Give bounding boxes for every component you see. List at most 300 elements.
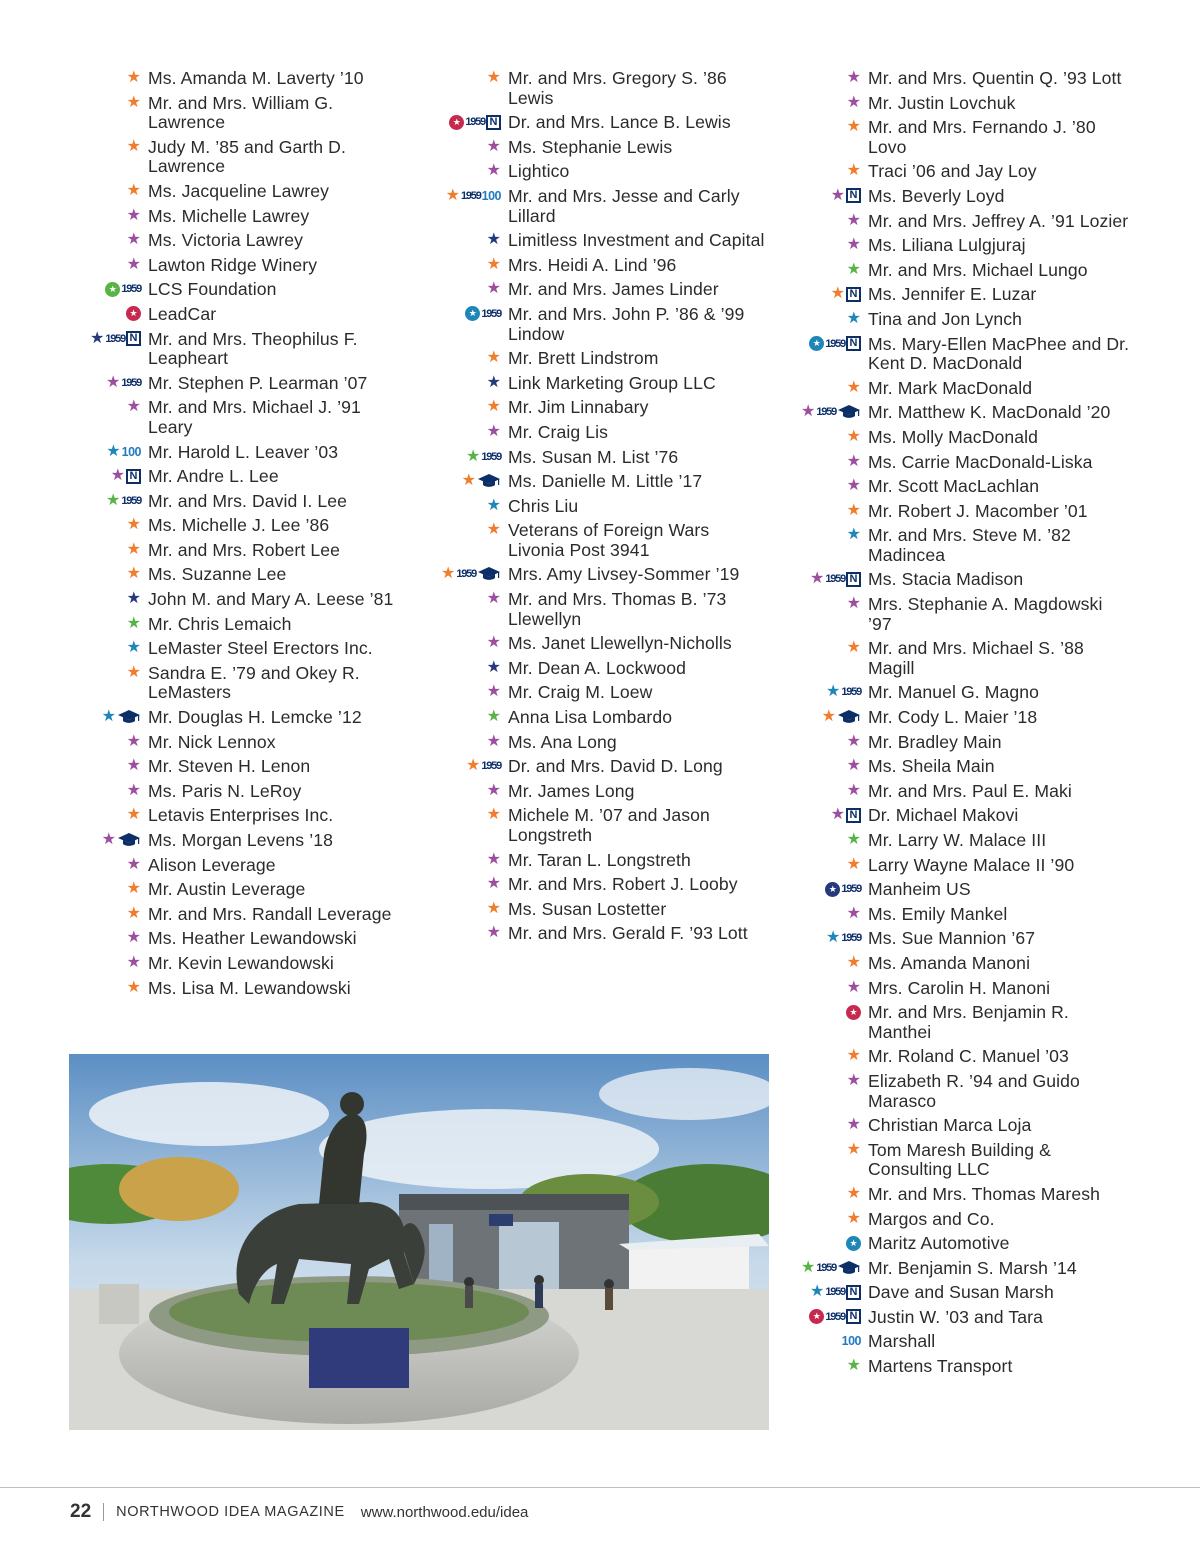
donor-name: Mr. Dean A. Lockwood [508, 657, 687, 678]
donor-name: Mr. and Mrs. John P. ’86 & ’99 Lindow [508, 303, 745, 344]
donor-name: Ms. Paris N. LeRoy [148, 780, 302, 801]
recognition-icons [70, 613, 148, 635]
donor-entry [790, 523, 1150, 567]
orange-star-icon: ★ [126, 663, 141, 681]
donor-name: Ms. Janet Llewellyn-Nicholls [508, 633, 732, 654]
donor-entry [790, 1207, 1150, 1232]
recognition-icons [70, 662, 148, 684]
society-1959-icon: 1959 [841, 932, 861, 945]
donor-name: Ms. Lisa M. Lewandowski [148, 977, 351, 998]
donor-entry [430, 159, 790, 184]
donor-entry [790, 1354, 1150, 1379]
recognition-icons [70, 903, 148, 925]
donor-entry [70, 926, 430, 951]
northwood-n-icon: N [486, 115, 501, 130]
donor-entry [70, 661, 430, 705]
recognition-icons [790, 1070, 868, 1092]
footer-divider [0, 1487, 1200, 1488]
purple-star-icon: ★ [126, 255, 141, 273]
recognition-icons [790, 829, 868, 851]
donor-name: Ms. Morgan Levens ’18 [148, 830, 333, 850]
donor-entry [790, 159, 1150, 184]
blue-circle-star-icon: ★ [809, 336, 824, 351]
blue-circle-star-icon: ★ [465, 306, 480, 321]
recognition-icons [790, 731, 868, 753]
green-star-icon: ★ [846, 260, 861, 278]
recognition-icons [790, 927, 868, 949]
orange-star-icon: ★ [486, 899, 501, 917]
graduation-cap-icon [837, 404, 861, 420]
orange-star-icon: ★ [846, 427, 861, 445]
blue-star-icon: ★ [106, 442, 121, 460]
red-circle-star-icon: ★ [846, 1005, 861, 1020]
green-star-icon: ★ [800, 1258, 816, 1276]
graduation-cap-icon [837, 1260, 861, 1276]
donor-entry [430, 848, 790, 873]
recognition-icons [70, 878, 148, 900]
society-1959-icon: 1959 [816, 406, 836, 419]
purple-star-icon: ★ [126, 206, 141, 224]
donor-column-2 [430, 66, 790, 946]
purple-star-icon: ★ [486, 634, 501, 652]
recognition-icons [430, 922, 508, 944]
recognition-icons [790, 1208, 868, 1230]
donor-name: Mr. Robert J. Macomber ’01 [868, 500, 1088, 521]
donor-name: Mr. and Mrs. Fernando J. ’80 Lovo [868, 117, 1096, 157]
society-1959-icon: 1959 [816, 1261, 836, 1274]
donor-name: Ms. Suzanne Lee [148, 564, 287, 585]
blue-star-icon: ★ [846, 526, 861, 544]
donor-entry [790, 1113, 1150, 1138]
donor-name: Mr. and Mrs. Robert J. Looby [508, 874, 738, 895]
donor-entry [430, 872, 790, 897]
recognition-icons [430, 898, 508, 920]
navy-star-icon: ★ [486, 658, 501, 676]
donor-name: Ms. Stacia Madison [868, 569, 1024, 590]
orange-star-icon: ★ [126, 880, 141, 898]
northwood-n-icon: N [846, 287, 861, 302]
donor-name: Lawton Ridge Winery [148, 254, 318, 275]
orange-star-icon: ★ [126, 540, 141, 558]
society-1959-icon: 1959 [121, 283, 141, 296]
donor-entry [70, 395, 430, 439]
purple-star-icon: ★ [846, 452, 861, 470]
donor-name: Link Marketing Group LLC [508, 372, 716, 393]
donor-entry [70, 705, 430, 730]
recognition-icons [790, 500, 868, 522]
donor-name: Christian Marca Loja [868, 1115, 1032, 1136]
recognition-icons [430, 136, 508, 158]
donor-name: Mr. and Mrs. Gregory S. ’86 Lewis [508, 68, 727, 108]
donor-entry [70, 464, 430, 489]
donor-name: Chris Liu [508, 495, 579, 516]
northwood-n-icon: N [846, 572, 861, 587]
northwood-n-icon: N [846, 336, 861, 351]
donor-name: Mrs. Amy Livsey-Sommer ’19 [508, 564, 740, 585]
recognition-icons [790, 1183, 868, 1205]
recognition-icons [790, 308, 868, 330]
donor-entry [430, 897, 790, 922]
donor-entry [70, 66, 430, 91]
recognition-icons [70, 396, 148, 418]
recognition-icons [790, 1257, 868, 1279]
purple-star-icon: ★ [486, 590, 501, 608]
donor-entry [790, 1231, 1150, 1256]
donor-entry [790, 499, 1150, 524]
orange-star-icon: ★ [846, 501, 861, 519]
donor-name: Mr. Bradley Main [868, 731, 1002, 752]
donor-name: Ms. Amanda Manoni [868, 952, 1031, 973]
purple-star-icon: ★ [846, 781, 861, 799]
donor-name: Mr. Manuel G. Magno [868, 682, 1040, 703]
donor-entry [790, 1329, 1150, 1354]
donor-name: Ms. Heather Lewandowski [148, 928, 357, 949]
purple-star-icon: ★ [846, 1071, 861, 1089]
donor-entry [70, 179, 430, 204]
purple-star-icon: ★ [486, 137, 501, 155]
donor-name: Ms. Danielle M. Little ’17 [508, 471, 703, 492]
recognition-icons [790, 475, 868, 497]
orange-star-icon: ★ [846, 118, 861, 136]
club-100-icon: 100 [481, 188, 501, 203]
purple-star-icon: ★ [846, 904, 861, 922]
recognition-icons [790, 1001, 868, 1023]
donor-name: Ms. Liliana Lulgjuraj [868, 235, 1026, 256]
purple-star-icon: ★ [486, 683, 501, 701]
donor-name: Mr. and Mrs. James Linder [508, 279, 719, 300]
purple-star-icon: ★ [846, 732, 861, 750]
donor-name: Mr. and Mrs. Paul E. Maki [868, 780, 1072, 801]
donor-name: Ms. Sue Mannion ’67 [868, 928, 1036, 949]
purple-star-icon: ★ [486, 781, 501, 799]
orange-star-icon: ★ [846, 953, 861, 971]
donor-entry [790, 91, 1150, 116]
recognition-icons [790, 1355, 868, 1377]
recognition-icons [70, 136, 148, 158]
recognition-icons [430, 657, 508, 679]
donor-entry [790, 1256, 1150, 1281]
recognition-icons [70, 229, 148, 251]
donor-entry [430, 277, 790, 302]
donor-entry [790, 1044, 1150, 1069]
recognition-icons [790, 593, 868, 615]
red-circle-star-icon: ★ [126, 306, 141, 321]
graduation-cap-icon [837, 709, 861, 725]
donor-name: Mrs. Stephanie A. Magdowski ’97 [868, 594, 1103, 634]
recognition-icons [430, 804, 508, 826]
donor-entry [430, 730, 790, 755]
recognition-icons [70, 278, 148, 300]
purple-star-icon: ★ [800, 403, 816, 421]
recognition-icons [790, 426, 868, 448]
society-1959-icon: 1959 [105, 332, 125, 345]
purple-star-icon: ★ [486, 850, 501, 868]
recognition-icons [70, 303, 148, 325]
donor-entry [430, 705, 790, 730]
donor-entry [790, 902, 1150, 927]
donor-entry [790, 1138, 1150, 1182]
northwood-n-icon: N [846, 1285, 861, 1300]
orange-star-icon: ★ [126, 978, 141, 996]
donor-name: Limitless Investment and Capital [508, 230, 765, 251]
orange-star-icon: ★ [486, 806, 501, 824]
orange-star-icon: ★ [830, 285, 845, 303]
donor-name: Mr. Steven H. Lenon [148, 756, 311, 777]
society-1959-icon: 1959 [121, 494, 141, 507]
blue-star-icon: ★ [126, 639, 141, 657]
northwood-n-icon: N [846, 188, 861, 203]
donor-entry [790, 450, 1150, 475]
donor-column-3 [790, 66, 1150, 1379]
recognition-icons [790, 259, 868, 281]
recognition-icons [70, 205, 148, 227]
recognition-icons [430, 519, 508, 541]
donor-entry [70, 803, 430, 828]
donor-name: Margos and Co. [868, 1208, 995, 1229]
recognition-icons [790, 681, 868, 703]
purple-star-icon: ★ [846, 211, 861, 229]
recognition-icons [430, 111, 508, 133]
donor-entry [430, 253, 790, 278]
recognition-icons [790, 1281, 868, 1303]
recognition-icons [790, 878, 868, 900]
donor-entry [790, 376, 1150, 401]
purple-star-icon: ★ [846, 93, 861, 111]
recognition-icons [70, 465, 148, 487]
northwood-n-icon: N [126, 331, 141, 346]
donor-entry [430, 779, 790, 804]
donor-entry [430, 680, 790, 705]
green-star-icon: ★ [486, 708, 501, 726]
donor-name: Dr. Michael Makovi [868, 805, 1019, 826]
donor-column-1 [70, 66, 430, 1000]
orange-star-icon: ★ [486, 398, 501, 416]
recognition-icons [70, 441, 148, 463]
donor-name: Tina and Jon Lynch [868, 308, 1023, 329]
donor-name: Traci ’06 and Jay Loy [868, 161, 1037, 182]
society-1959-icon: 1959 [481, 307, 501, 320]
recognition-icons [790, 568, 868, 590]
donor-entry [790, 779, 1150, 804]
purple-star-icon: ★ [830, 186, 845, 204]
donor-entry [430, 184, 790, 228]
donor-entry [790, 209, 1150, 234]
donor-name: Mr. and Mrs. Robert Lee [148, 539, 340, 560]
donor-name: Dr. and Mrs. David D. Long [508, 756, 723, 777]
donor-entry [70, 538, 430, 563]
blue-star-icon: ★ [809, 1283, 825, 1301]
orange-star-icon: ★ [126, 904, 141, 922]
recognition-icons [430, 67, 508, 89]
donor-name: Ms. Emily Mankel [868, 903, 1008, 924]
recognition-icons [790, 1114, 868, 1136]
footer-separator [103, 1503, 104, 1521]
purple-star-icon: ★ [830, 806, 845, 824]
navy-circle-star-icon: ★ [825, 882, 840, 897]
recognition-icons [430, 495, 508, 517]
blue-circle-star-icon: ★ [846, 1236, 861, 1251]
orange-star-icon: ★ [126, 516, 141, 534]
green-star-icon: ★ [846, 831, 861, 848]
donor-name: Mr. Scott MacLachlan [868, 476, 1040, 497]
donor-entry [790, 1305, 1150, 1330]
donor-name: Martens Transport [868, 1356, 1013, 1377]
green-star-icon: ★ [465, 447, 481, 465]
recognition-icons [430, 278, 508, 300]
blue-star-icon: ★ [825, 683, 841, 701]
campus-statue-photo [69, 1054, 769, 1430]
recognition-icons [790, 524, 868, 546]
recognition-icons [70, 180, 148, 202]
donor-name: Mr. Craig Lis [508, 421, 609, 442]
donor-entry [70, 612, 430, 637]
recognition-icons [430, 849, 508, 871]
donor-name: Ms. Stephanie Lewis [508, 136, 673, 157]
recognition-icons [70, 927, 148, 949]
recognition-icons [70, 588, 148, 610]
donor-name: Ms. Ana Long [508, 731, 617, 752]
donor-entry [790, 877, 1150, 902]
website-link[interactable]: www.northwood.edu/idea [360, 1503, 529, 1521]
donor-name: Ms. Susan M. List ’76 [508, 446, 679, 467]
recognition-icons [790, 755, 868, 777]
recognition-icons [790, 451, 868, 473]
recognition-icons [790, 637, 868, 659]
donor-name: Mr. Cody L. Maier ’18 [868, 707, 1038, 728]
donor-name: Mr. and Mrs. Quentin Q. ’93 Lott [868, 68, 1122, 88]
donor-entry [430, 228, 790, 253]
recognition-icons [790, 1232, 868, 1254]
orange-star-icon: ★ [846, 1140, 861, 1158]
statue-plaque [315, 1336, 405, 1384]
recognition-icons [70, 67, 148, 89]
recognition-icons [70, 804, 148, 826]
orange-star-icon: ★ [821, 708, 836, 726]
donor-entry [70, 513, 430, 538]
northwood-n-icon: N [126, 469, 141, 484]
recognition-icons [790, 67, 868, 89]
donor-entry [430, 110, 790, 135]
recognition-icons [70, 514, 148, 536]
donor-entry [70, 440, 430, 465]
donor-entry [430, 135, 790, 160]
donor-name: Ms. Jennifer E. Luzar [868, 284, 1037, 305]
recognition-icons [430, 347, 508, 369]
orange-star-icon: ★ [846, 639, 861, 657]
recognition-icons [790, 1306, 868, 1328]
donor-name: Mr. and Mrs. Steve M. ’82 Madincea [868, 525, 1071, 565]
recognition-icons [70, 372, 148, 394]
society-1959-icon: 1959 [456, 568, 476, 581]
recognition-icons [70, 490, 148, 512]
purple-star-icon: ★ [486, 732, 501, 750]
donor-name: Mr. Chris Lemaich [148, 613, 292, 634]
donor-entry [70, 976, 430, 1001]
donor-name: Mr. Mark MacDonald [868, 377, 1033, 398]
recognition-icons [70, 706, 148, 728]
donor-name: Ms. Susan Lostetter [508, 898, 667, 919]
recognition-icons [790, 333, 868, 355]
recognition-icons [70, 755, 148, 777]
page-number: 22 [70, 1501, 92, 1522]
recognition-icons [430, 303, 508, 325]
donor-name: Ms. Jacqueline Lawrey [148, 180, 330, 201]
orange-star-icon: ★ [461, 472, 476, 490]
northwood-n-icon: N [846, 808, 861, 823]
donor-name: Mr. and Mrs. Randall Leverage [148, 903, 392, 924]
donor-name: Mr. Larry W. Malace III [868, 830, 1047, 850]
donor-entry [790, 282, 1150, 307]
donor-entry [70, 253, 430, 278]
recognition-icons [430, 755, 508, 777]
recognition-icons [70, 563, 148, 585]
purple-star-icon: ★ [126, 757, 141, 775]
donor-name: Mr. Justin Lovchuk [868, 92, 1016, 113]
society-1959-icon: 1959 [825, 573, 845, 586]
donor-name: Mr. Harold L. Leaver ’03 [148, 441, 339, 462]
donor-name: Mr. and Mrs. Theophilus F. Leapheart [148, 328, 358, 369]
donor-entry [790, 705, 1150, 730]
orange-star-icon: ★ [486, 521, 501, 539]
donor-entry [790, 636, 1150, 680]
donor-entry [70, 951, 430, 976]
recognition-icons [430, 563, 508, 585]
donor-name: Elizabeth R. ’94 and Guido Marasco [868, 1070, 1080, 1111]
donor-entry [790, 976, 1150, 1001]
recognition-icons [70, 952, 148, 974]
donor-name: Mr. and Mrs. Thomas B. ’73 Llewellyn [508, 589, 727, 629]
orange-star-icon: ★ [846, 1209, 861, 1227]
orange-star-icon: ★ [486, 349, 501, 367]
recognition-icons [790, 804, 868, 826]
donor-name: Larry Wayne Malace II ’90 [868, 854, 1075, 875]
recognition-icons [790, 1139, 868, 1161]
donor-entry [790, 1000, 1150, 1044]
donor-entry [790, 730, 1150, 755]
recognition-icons [430, 372, 508, 394]
donor-name: Mr. Kevin Lewandowski [148, 952, 334, 973]
green-star-icon: ★ [105, 491, 121, 509]
recognition-icons [430, 396, 508, 418]
navy-star-icon: ★ [89, 329, 105, 347]
donor-entry [70, 228, 430, 253]
green-star-icon: ★ [126, 614, 141, 632]
purple-star-icon: ★ [846, 978, 861, 996]
donor-name: Mr. and Mrs. Benjamin R. Manthei [868, 1002, 1069, 1042]
donor-entry [790, 828, 1150, 853]
donor-entry [790, 951, 1150, 976]
graduation-cap-icon [477, 566, 501, 582]
donor-entry [430, 656, 790, 681]
donor-entry [430, 371, 790, 396]
donor-entry [430, 754, 790, 779]
donor-entry [430, 469, 790, 494]
recognition-icons [430, 588, 508, 610]
donor-name: Mr. Taran L. Longstreth [508, 849, 691, 870]
donor-name: Mrs. Carolin H. Manoni [868, 977, 1051, 998]
purple-star-icon: ★ [110, 467, 125, 485]
orange-star-icon: ★ [846, 378, 861, 396]
donor-name: LeMaster Steel Erectors Inc. [148, 638, 373, 659]
donor-entry [790, 66, 1150, 91]
graduation-cap-icon [117, 709, 141, 725]
recognition-icons [430, 421, 508, 443]
donor-name: Michele M. ’07 and Jason Longstreth [508, 805, 710, 845]
donor-name: Mr. and Mrs. Michael J. ’91 Leary [148, 397, 361, 437]
purple-star-icon: ★ [486, 875, 501, 893]
purple-star-icon: ★ [126, 929, 141, 947]
donor-name: Mr. Stephen P. Learman ’07 [148, 372, 368, 393]
